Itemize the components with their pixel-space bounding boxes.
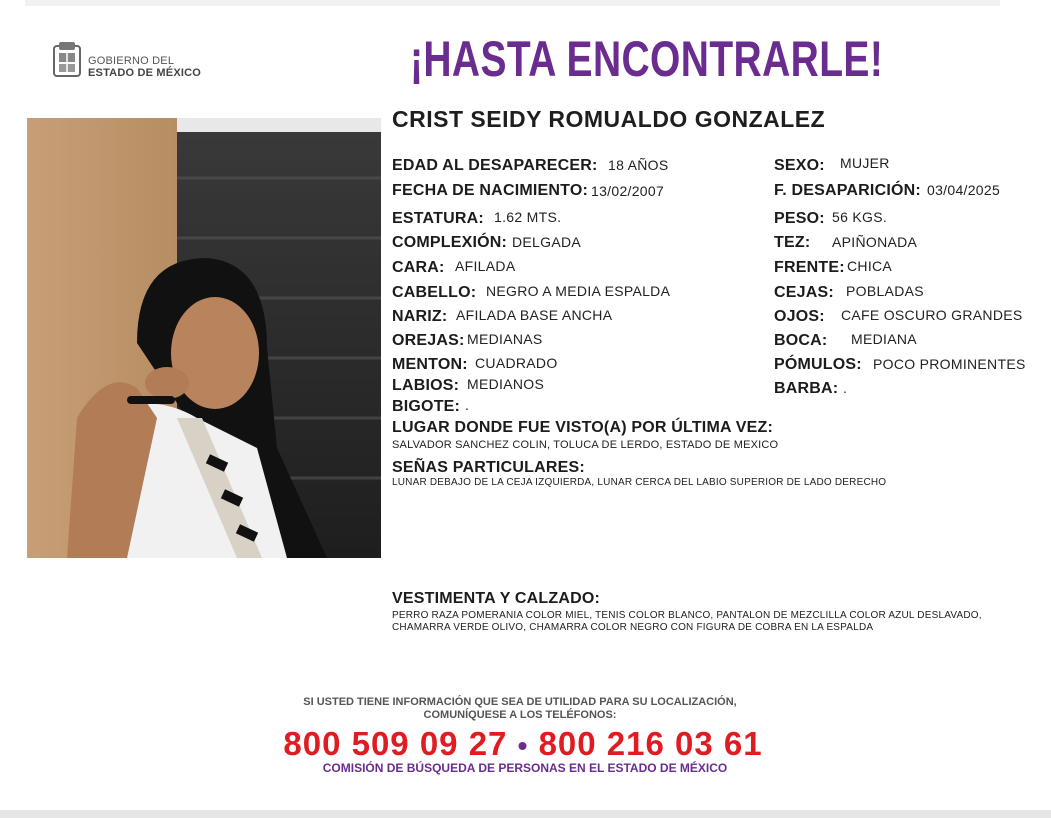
forehead-value: CHICA bbox=[847, 258, 893, 274]
person-photo bbox=[27, 118, 381, 558]
mouth-label: BOCA: bbox=[774, 332, 828, 349]
phone-separator: • bbox=[517, 730, 529, 761]
mouth-value: MEDIANA bbox=[851, 331, 917, 347]
clothing-line-2: CHAMARRA VERDE OLIVO, CHAMARRA COLOR NEGRO CON FIGURA DE COBRA EN LA ESPALDA bbox=[392, 622, 874, 633]
eyebrows-label: CEJAS: bbox=[774, 284, 834, 301]
birthdate-label: FECHA DE NACIMIENTO: bbox=[392, 182, 588, 199]
ears-label: OREJAS: bbox=[392, 332, 465, 349]
chin-value: CUADRADO bbox=[475, 355, 558, 371]
ears-value: MEDIANAS bbox=[467, 331, 543, 347]
hair-value: NEGRO A MEDIA ESPALDA bbox=[486, 283, 671, 299]
age-value: 18 AÑOS bbox=[608, 157, 669, 173]
cheekbones-label: PÓMULOS: bbox=[774, 356, 862, 373]
face-label: CARA: bbox=[392, 259, 445, 276]
mustache-value: . bbox=[465, 397, 470, 413]
distinguishing-marks-label: SEÑAS PARTICULARES: bbox=[392, 459, 585, 476]
cheekbones-value: POCO PROMINENTES bbox=[873, 356, 1026, 372]
commission-name: COMISIÓN DE BÚSQUEDA DE PERSONAS EN EL ESTADO DE MÉXICO bbox=[322, 761, 728, 775]
top-border bbox=[25, 0, 1000, 6]
logo-text bbox=[88, 55, 201, 79]
clothing-line-1: PERRO RAZA POMERANIA COLOR MIEL, TENIS COLOR BLANCO, PANTALON DE MEZCLILLA COLOR AZUL DESLAVADO, bbox=[392, 610, 982, 621]
build-label: COMPLEXIÓN: bbox=[392, 234, 508, 251]
lips-label: LABIOS: bbox=[392, 377, 460, 394]
last-seen-label: LUGAR DONDE FUE VISTO(A) POR ÚLTIMA VEZ: bbox=[392, 419, 774, 436]
birthdate-value: 13/02/2007 bbox=[591, 183, 665, 199]
bottom-border bbox=[0, 810, 1051, 818]
coat-of-arms-icon bbox=[50, 40, 86, 80]
eyes-label: OJOS: bbox=[774, 308, 825, 325]
last-seen-value: SALVADOR SANCHEZ COLIN, TOLUCA DE LERDO, ESTADO DE MEXICO bbox=[392, 439, 779, 451]
headline: ¡HASTA ENCONTRARLE! bbox=[410, 31, 884, 87]
sex-label: SEXO: bbox=[774, 157, 825, 174]
phone-number-1[interactable]: 800 509 09 27 bbox=[283, 725, 508, 762]
weight-value: 56 KGS. bbox=[832, 209, 888, 225]
phone-number-2[interactable]: 800 216 03 61 bbox=[538, 725, 763, 762]
build-value: DELGADA bbox=[512, 234, 582, 250]
height-value: 1.62 MTS. bbox=[494, 209, 562, 225]
chin-label: MENTON: bbox=[392, 356, 468, 373]
beard-label: BARBA: bbox=[774, 380, 839, 397]
contact-info bbox=[260, 696, 780, 722]
eyes-value: CAFE OSCURO GRANDES bbox=[841, 307, 1023, 323]
clothing-label: VESTIMENTA Y CALZADO: bbox=[392, 590, 601, 607]
sex-value: MUJER bbox=[840, 155, 890, 171]
height-label: ESTATURA: bbox=[392, 210, 484, 227]
mustache-label: BIGOTE: bbox=[392, 398, 461, 415]
person-name: CRIST SEIDY ROMUALDO GONZALEZ bbox=[392, 106, 826, 132]
complexion-value: APIÑONADA bbox=[832, 234, 918, 250]
contact-info-line-2: COMUNÍQUESE A LOS TELÉFONOS: bbox=[423, 709, 617, 721]
nose-label: NARIZ: bbox=[392, 308, 448, 325]
weight-label: PESO: bbox=[774, 210, 825, 227]
face-value: AFILADA bbox=[455, 258, 516, 274]
eyebrows-value: POBLADAS bbox=[846, 283, 924, 299]
distinguishing-marks-value: LUNAR DEBAJO DE LA CEJA IZQUIERDA, LUNAR CERCA DEL LABIO SUPERIOR DE LADO DERECHO bbox=[392, 477, 887, 488]
forehead-label: FRENTE: bbox=[774, 259, 845, 276]
age-label: EDAD AL DESAPARECER: bbox=[392, 157, 598, 174]
disappearance-date-value: 03/04/2025 bbox=[927, 182, 1001, 198]
disappearance-date-label: F. DESAPARICIÓN: bbox=[774, 182, 921, 199]
complexion-label: TEZ: bbox=[774, 234, 811, 251]
hair-label: CABELLO: bbox=[392, 284, 477, 301]
logo-line-2: ESTADO DE MÉXICO bbox=[88, 67, 202, 79]
phone-numbers bbox=[238, 725, 808, 763]
beard-value: . bbox=[843, 380, 848, 396]
contact-info-line-1: SI USTED TIENE INFORMACIÓN QUE SEA DE UTILIDAD PARA SU LOCALIZACIÓN, bbox=[303, 696, 737, 708]
lips-value: MEDIANOS bbox=[467, 376, 545, 392]
nose-value: AFILADA BASE ANCHA bbox=[456, 307, 613, 323]
logo-line-1: GOBIERNO DEL bbox=[88, 55, 175, 67]
